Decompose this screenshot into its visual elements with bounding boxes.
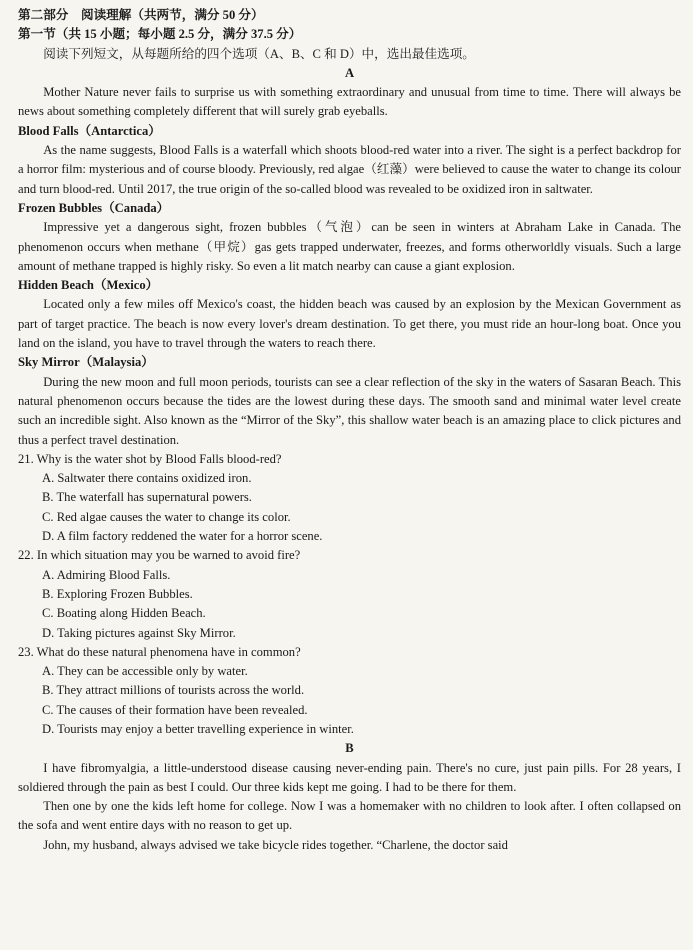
section-text-hidden-beach: Located only a few miles off Mexico's coast, the hidden beach was caused by an explosion by the Mexican Government as part of target practice. The beach is now every lover's dream destination. To get there, you must ride an hour-long boat. Once you land on the island, you have to travel through the waters to reach there. — [18, 297, 681, 351]
question-21: 21. Why is the water shot by Blood Falls blood-red? — [18, 451, 282, 466]
q22-option-c: C. Boating along Hidden Beach. — [42, 606, 206, 621]
instruction: 阅读下列短文，从每题所给的四个选项（A、B、C 和 D）中，选出最佳选项。 — [43, 46, 475, 61]
q21-option-b: B. The waterfall has supernatural powers. — [42, 490, 252, 505]
question-22: 22. In which situation may you be warned to avoid fire? — [18, 548, 301, 563]
passage-b-paragraph-1: I have fibromyalgia, a little-understood disease causing never-ending pain. There's no cure, just pain pills. For 28 years, I soldiered through the pain as best I could. Our three kids kept me going. I had to be there for them. — [18, 760, 681, 794]
q21-option-c: C. Red algae causes the water to change its color. — [42, 509, 291, 524]
passage-b-paragraph-3: John, my husband, always advised we take bicycle rides together. “Charlene, the doctor said — [43, 837, 508, 852]
passage-b-label: B — [345, 741, 354, 756]
section-title-blood-falls: Blood Falls（Antarctica） — [18, 123, 161, 138]
q23-option-a: A. They can be accessible only by water. — [42, 664, 248, 679]
question-23: 23. What do these natural phenomena have in common? — [18, 644, 301, 659]
passage-a-intro: Mother Nature never fails to surprise us with something extraordinary and unusual from time to time. There will always be news about something completely different that will surely grab eyeballs. — [18, 85, 681, 119]
q22-option-a: A. Admiring Blood Falls. — [42, 567, 171, 582]
q21-option-d: D. A film factory reddened the water for a horror scene. — [42, 529, 323, 544]
passage-b-paragraph-2: Then one by one the kids left home for college. Now I was a homemaker with no children to look after. I often collapsed on the sofa and went entire days with no reason to get up. — [18, 799, 681, 833]
q21-option-a: A. Saltwater there contains oxidized iron. — [42, 471, 252, 486]
q22-option-d: D. Taking pictures against Sky Mirror. — [42, 625, 236, 640]
section-title-hidden-beach: Hidden Beach（Mexico） — [18, 278, 159, 293]
section-text-frozen-bubbles: Impressive yet a dangerous sight, frozen bubbles（气泡）can be seen in winters at Abraham Lake in Canada. The phenomenon occurs when methane（甲烷）gas gets trapped underwater, freezes, and forms otherworldly visuals. Such a large amount of methane trapped is highly risky. So even a lit match nearby can cause a giant explosion. — [18, 220, 681, 273]
q23-option-c: C. The causes of their formation have been revealed. — [42, 702, 308, 717]
passage-a-label: A — [344, 65, 355, 80]
q22-option-b: B. Exploring Frozen Bubbles. — [42, 586, 193, 601]
q23-option-b: B. They attract millions of tourists across the world. — [42, 683, 305, 698]
section-title-sky-mirror: Sky Mirror（Malaysia） — [18, 355, 154, 370]
section-text-blood-falls: As the name suggests, Blood Falls is a waterfall which shoots blood-red water into a river. The sight is a perfect backdrop for a horror film: mysterious and of course bloody. Previously, red algae（红藻）were believed to cause the water to change its colour and turn blood-red. Until 2017, the true origin of the so-called blood was revealed to be oxidized iron in saltwater. — [18, 143, 681, 196]
section-text-sky-mirror: During the new moon and full moon periods, tourists can see a clear reflection of the sky in the waters of Sasaran Beach. This natural phenomenon occurs because the tides are the lowest during these days. The smooth sand and minimal water level create such an incredible sight. Also known as the “Mirror of the Sky”, this shallow water beach is an amazing place to click pictures and thus a perfect travel destination. — [18, 374, 681, 447]
section-heading: 第一节（共 15 小题；每小题 2.5 分，满分 37.5 分） — [18, 27, 302, 42]
section-title-frozen-bubbles: Frozen Bubbles（Canada） — [18, 200, 170, 215]
q23-option-d: D. Tourists may enjoy a better travelling experience in winter. — [42, 721, 354, 736]
part-heading: 第二部分 阅读理解（共两节，满分 50 分） — [18, 8, 264, 22]
